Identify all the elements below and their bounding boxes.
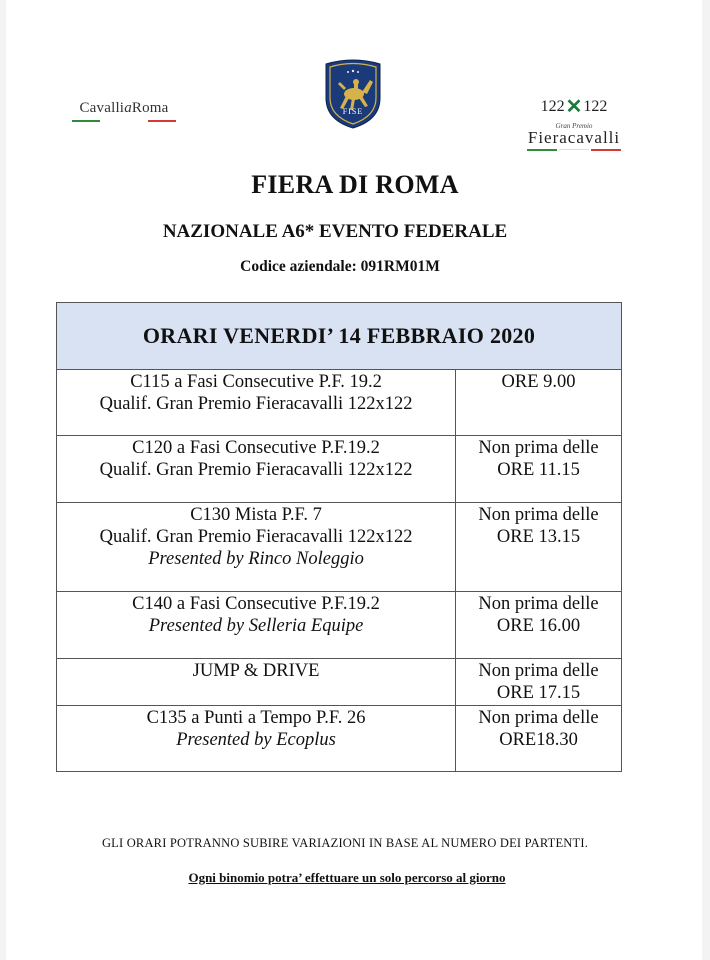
- cavalli-a-roma-logo: [72, 100, 176, 122]
- event-cell: C115 a Fasi Consecutive P.F. 19.2 Qualif. Gran Premio Fieracavalli 122x122: [57, 370, 456, 436]
- table-header-row: [57, 303, 622, 370]
- schedule-table: [56, 302, 622, 772]
- x-mark-icon: ✕: [565, 96, 583, 118]
- event-cell: C130 Mista P.F. 7 Qualif. Gran Premio Fieracavalli 122x122 Presented by Rinco Noleggio: [57, 503, 456, 592]
- event-cell: C135 a Punti a Tempo P.F. 26 Presented by Ecoplus: [57, 706, 456, 772]
- page-title: FIERA DI ROMA: [251, 170, 459, 199]
- sponsor-label: Presented by Selleria Equipe: [148, 616, 364, 636]
- time-cell: Non prima delle ORE 11.15: [456, 436, 622, 503]
- logo-right-numbers: 122 ✕ 122: [540, 96, 608, 118]
- logo-left-flag-lines: [72, 120, 176, 122]
- time-cell: Non prima delle ORE18.30: [456, 706, 622, 772]
- table-row: [57, 659, 622, 706]
- table-row: [57, 706, 622, 772]
- time-cell: Non prima delle ORE 13.15: [456, 503, 622, 592]
- time-cell: Non prima delle ORE 16.00: [456, 592, 622, 659]
- fieracavalli-logo: [520, 98, 628, 151]
- fieracavalli-label: Fieracavalli: [527, 128, 621, 147]
- company-code: Codice aziendale: 091RM01M: [240, 258, 440, 275]
- event-cell: JUMP & DRIVE: [57, 659, 456, 706]
- gran-premio-label: Gran Premio: [555, 122, 593, 130]
- time-cell: Non prima delle ORE 17.15: [456, 659, 622, 706]
- logo-right-flag-lines: [520, 149, 628, 151]
- schedule-heading: ORARI VENERDI’ 14 FEBBRAIO 2020: [57, 303, 622, 370]
- sponsor-label: Presented by Ecoplus: [176, 730, 336, 750]
- event-cell: C140 a Fasi Consecutive P.F.19.2 Presented by Selleria Equipe: [57, 592, 456, 659]
- one-round-rule-notice: Ogni binomio potra’ effettuare un solo percorso al giorno: [188, 870, 506, 885]
- fise-label: FISE: [342, 107, 364, 116]
- sponsor-label: Presented by Rinco Noleggio: [148, 549, 364, 569]
- table-row: [57, 436, 622, 503]
- fise-shield-logo: [318, 58, 388, 130]
- event-subtitle: NAZIONALE A6* EVENTO FEDERALE: [162, 221, 508, 242]
- table-row: [57, 592, 622, 659]
- table-row: [57, 370, 622, 436]
- table-row: [57, 503, 622, 592]
- schedule-variation-notice: GLI ORARI POTRANNO SUBIRE VARIAZIONI IN BASE AL NUMERO DEI PARTENTI.: [101, 836, 589, 850]
- logo-left-name: CavalliaRoma: [79, 100, 169, 116]
- event-cell: C120 a Fasi Consecutive P.F.19.2 Qualif. Gran Premio Fieracavalli 122x122: [57, 436, 456, 503]
- time-cell: ORE 9.00: [456, 370, 622, 436]
